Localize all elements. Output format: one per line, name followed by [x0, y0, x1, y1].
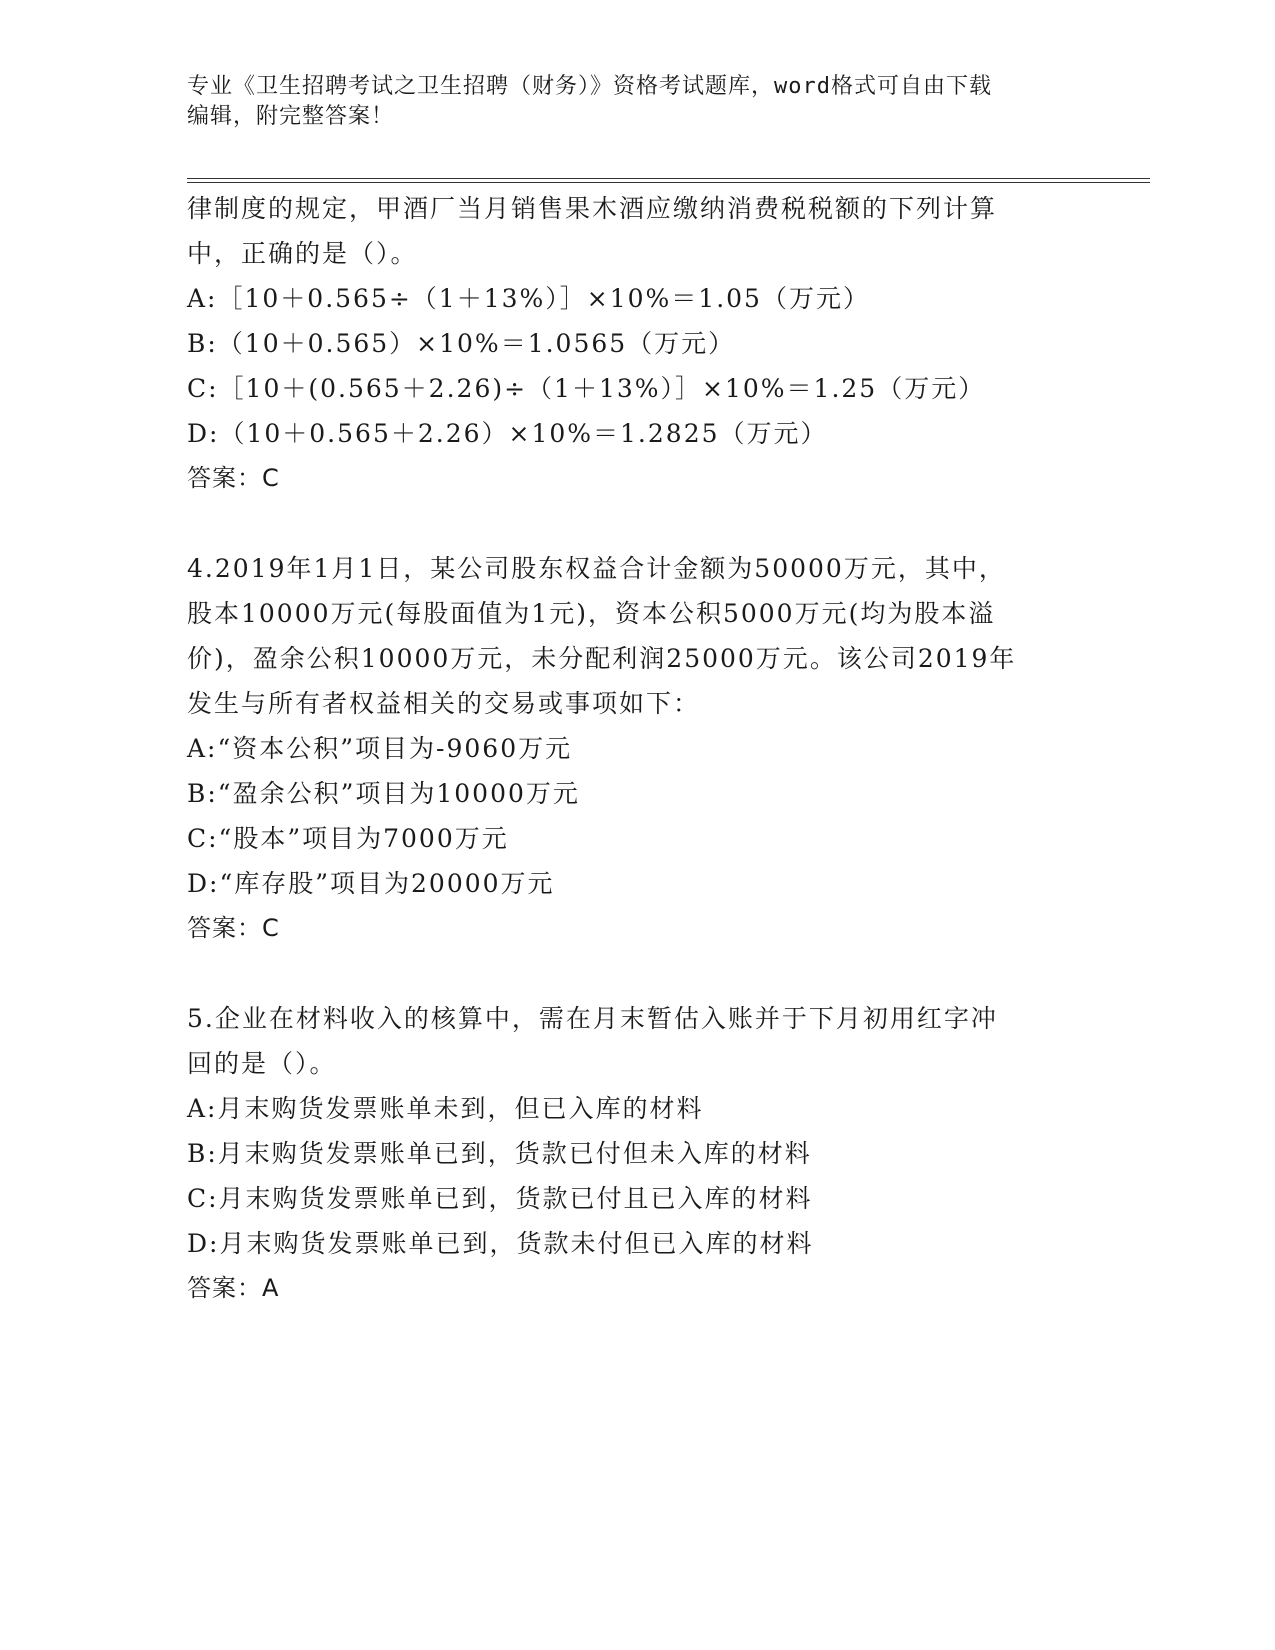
answer-line: 答案：C — [187, 914, 280, 942]
document-body — [187, 186, 1087, 1311]
option-c: C:［10＋(0.565＋2.26)÷（1＋13%）］×10%＝1.25（万元） — [187, 374, 986, 403]
header-divider-bottom — [187, 182, 1150, 183]
header-line-2: 编辑，附完整答案！ — [187, 104, 395, 129]
option-d: D:“库存股”项目为20000万元 — [187, 869, 555, 898]
question-stem-line: 股本10000万元(每股面值为1元)，资本公积5000万元(均为股本溢 — [187, 599, 996, 628]
header-divider-top — [187, 178, 1150, 179]
question-stem-line: 回的是（）。 — [187, 1049, 337, 1078]
question-stem-line: 4.2019年1月1日，某公司股东权益合计金额为50000万元，其中， — [187, 554, 1006, 583]
option-b: B:月末购货发票账单已到，货款已付但未入库的材料 — [187, 1139, 812, 1168]
answer-line: 答案：C — [187, 464, 280, 492]
question-stem-line: 发生与所有者权益相关的交易或事项如下： — [187, 689, 701, 718]
option-d: D:（10＋0.565＋2.26）×10%＝1.2825（万元） — [187, 419, 828, 448]
option-c: C:月末购货发票账单已到，货款已付且已入库的材料 — [187, 1184, 813, 1213]
document-header — [187, 72, 1087, 132]
question-stem-line: 5.企业在材料收入的核算中，需在月末暂估入账并于下月初用红字冲 — [187, 1004, 998, 1033]
question-stem-line: 律制度的规定，甲酒厂当月销售果木酒应缴纳消费税税额的下列计算 — [187, 194, 998, 223]
answer-line: 答案：A — [187, 1274, 280, 1302]
option-d: D:月末购货发票账单已到，货款未付但已入库的材料 — [187, 1229, 814, 1258]
spacer — [187, 501, 1087, 546]
question-stem-line: 价)，盈余公积10000万元，未分配利润25000万元。该公司2019年 — [187, 644, 1017, 673]
header-line-1: 专业《卫生招聘考试之卫生招聘（财务）》资格考试题库，word格式可自由下载 — [187, 74, 992, 99]
option-b: B:（10＋0.565）×10%＝1.0565（万元） — [187, 329, 736, 358]
option-b: B:“盈余公积”项目为10000万元 — [187, 779, 580, 808]
option-a: A:“资本公积”项目为-9060万元 — [187, 734, 573, 763]
question-3 — [187, 186, 1087, 501]
question-stem-line: 中，正确的是（）。 — [187, 239, 418, 268]
option-a: A:月末购货发票账单未到，但已入库的材料 — [187, 1094, 704, 1123]
option-c: C:“股本”项目为7000万元 — [187, 824, 509, 853]
question-5 — [187, 996, 1087, 1311]
spacer — [187, 951, 1087, 996]
option-a: A:［10＋0.565÷（1＋13%）］×10%＝1.05（万元） — [187, 284, 870, 313]
question-4 — [187, 546, 1087, 951]
